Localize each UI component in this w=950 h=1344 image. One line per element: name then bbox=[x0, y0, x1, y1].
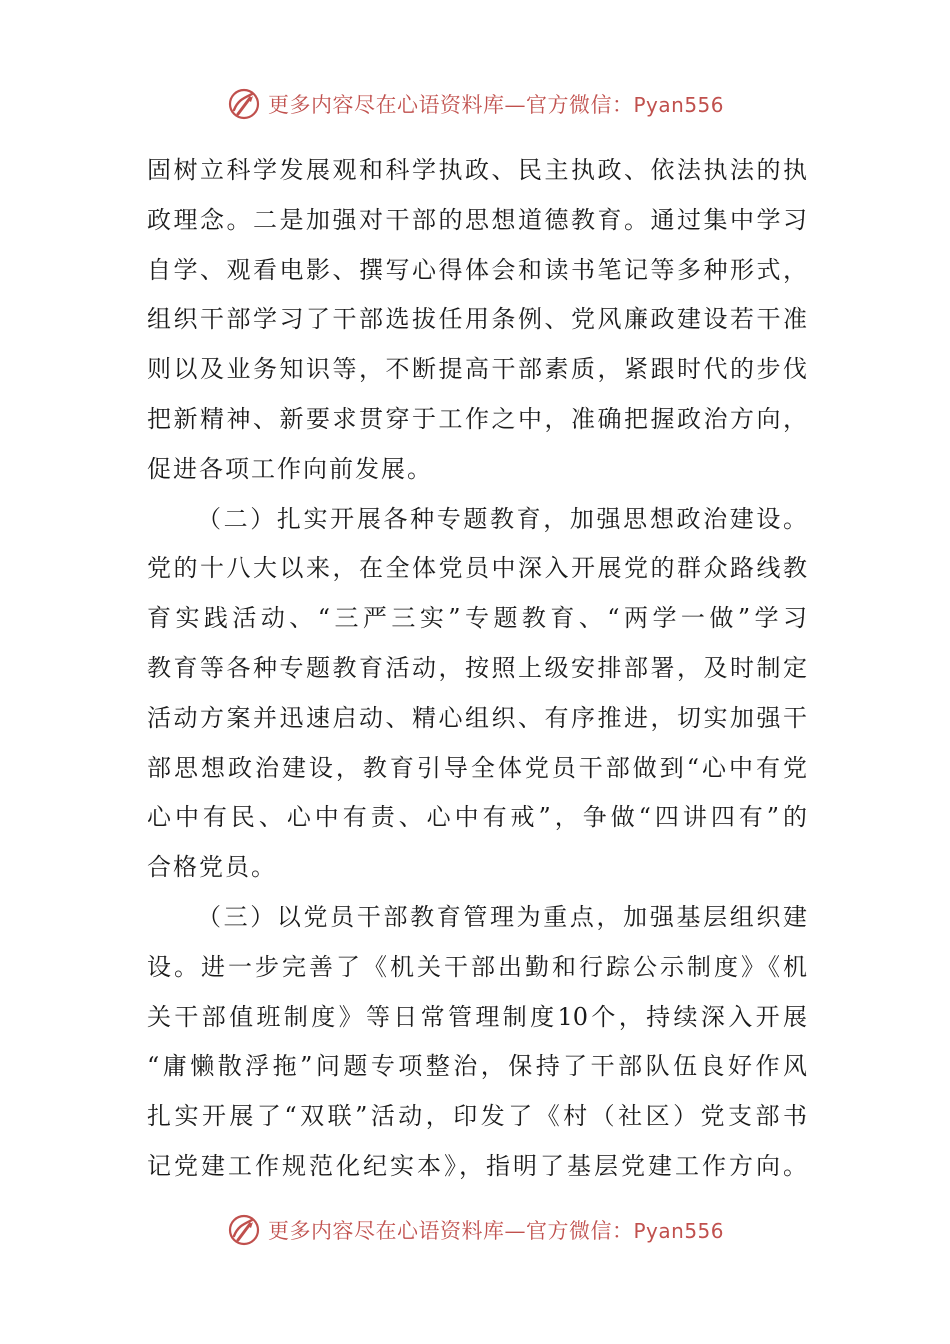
text-line: 育实践活动、“三严三实”专题教育、“两学一做”学习 bbox=[147, 604, 807, 633]
banner-label: 更多内容尽在心语资料库—官方微信： bbox=[267, 1219, 634, 1243]
text-line: 部思想政治建设，教育引导全体党员干部做到“心中有党 bbox=[147, 753, 807, 782]
banner-text bbox=[268, 89, 724, 119]
text-line: 教育等各种专题教育活动，按照上级安排部署，及时制定 bbox=[147, 653, 807, 682]
text-line: 自学、观看电影、撰写心得体会和读书笔记等多种形式， bbox=[147, 255, 807, 284]
text-line: 扎实开展了“双联”活动，印发了《村（社区）党支部书 bbox=[147, 1102, 807, 1131]
text-line: 合格党员。 bbox=[147, 853, 277, 882]
text-line: 关干部值班制度》等日常管理制度10个，持续深入开展 bbox=[147, 1002, 807, 1031]
text-line: 记党建工作规范化纪实本》，指明了基层党建工作方向。 bbox=[147, 1151, 807, 1180]
text-line: 固树立科学发展观和科学执政、民主执政、依法执法的执 bbox=[147, 156, 807, 184]
text-line: 把新精神、新要求贯穿于工作之中，准确把握政治方向， bbox=[147, 404, 807, 433]
banner-text bbox=[268, 1215, 724, 1245]
text-line: 政理念。二是加强对干部的思想道德教育。通过集中学习 bbox=[147, 205, 807, 234]
header-banner bbox=[0, 82, 950, 126]
text-line: 促进各项工作向前发展。 bbox=[147, 454, 433, 483]
wechat-id: Pyan556 bbox=[633, 1219, 724, 1243]
wechat-id: Pyan556 bbox=[633, 93, 724, 117]
text-line: “庸懒散浮拖”问题专项整治，保持了干部队伍良好作风 bbox=[147, 1052, 807, 1081]
signature-pen-icon bbox=[226, 86, 262, 122]
footer-banner bbox=[0, 1208, 950, 1252]
section-heading-2: （二）扎实开展各种专题教育，加强思想政治建设。 bbox=[197, 504, 807, 533]
text-line: 党的十八大以来，在全体党员中深入开展党的群众路线教 bbox=[147, 554, 807, 583]
text-line: 心中有民、心中有责、心中有戒”，争做“四讲四有”的 bbox=[147, 803, 807, 832]
banner-label: 更多内容尽在心语资料库—官方微信： bbox=[267, 93, 634, 117]
text-line: 活动方案并迅速启动、精心组织、有序推进，切实加强干 bbox=[147, 703, 807, 732]
text-line: 组织干部学习了干部选拔任用条例、党风廉政建设若干准 bbox=[147, 305, 807, 334]
document-body bbox=[147, 146, 807, 1192]
text-line: 则以及业务知识等，不断提高干部素质，紧跟时代的步伐 bbox=[147, 355, 807, 384]
signature-pen-icon bbox=[226, 1212, 262, 1248]
section-heading-3: （三）以党员干部教育管理为重点，加强基层组织建 bbox=[197, 902, 807, 931]
text-line: 设。进一步完善了《机关干部出勤和行踪公示制度》《机 bbox=[147, 952, 807, 981]
